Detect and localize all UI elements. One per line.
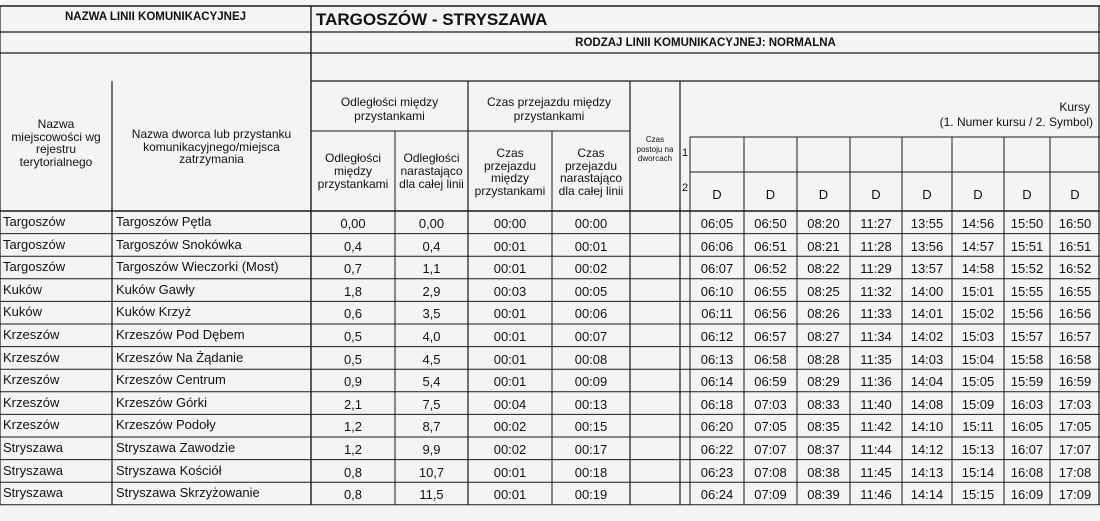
row-time: 00:01: [493, 261, 527, 277]
row-departure: 16:57: [1058, 329, 1092, 344]
row-locality: Kuków: [3, 304, 43, 320]
row-distance-cumulative: 7,5: [422, 396, 441, 412]
col-header-times: przystankami: [513, 109, 585, 123]
row-distance: 1,2: [343, 419, 363, 435]
course-number-marker: 1: [682, 147, 689, 159]
row-departure: 15:52: [1010, 261, 1044, 277]
row-departure: 11:45: [860, 464, 892, 480]
row-departure: 15:13: [961, 442, 995, 457]
row-distance-cumulative: 4,5: [422, 351, 441, 367]
row-departure: 08:33: [807, 396, 840, 412]
col-header-stop: komunikacyjnego/miejsca: [143, 139, 280, 154]
col-header-times: Czas przejazdu między: [486, 95, 612, 109]
row-locality: Stryszawa: [3, 462, 63, 478]
row-locality: Krzeszów: [3, 417, 60, 433]
col-header-stop-time: postoju na: [636, 144, 674, 154]
row-stop-name: Krzeszów Centrum: [116, 372, 226, 388]
row-stop-name: Krzeszów Górki: [116, 394, 208, 410]
row-departure: 17:07: [1058, 442, 1092, 457]
row-departure: 06:13: [700, 351, 734, 367]
row-distance: 0,5: [343, 329, 363, 344]
row-time-cumulative: 00:00: [574, 216, 608, 231]
col-header-stop-time: dworcach: [637, 154, 673, 163]
row-distance-cumulative: 0,00: [418, 216, 445, 231]
col-header-time-between: przejazdu: [483, 158, 537, 173]
row-departure: 06:59: [754, 374, 787, 390]
row-distance-cumulative: 4,0: [422, 329, 441, 344]
row-departure: 15:01: [961, 283, 995, 299]
row-departure: 14:14: [910, 487, 944, 503]
row-departure: 11:35: [860, 351, 892, 367]
row-distance: 0,5: [343, 351, 363, 367]
row-time-cumulative: 00:15: [574, 419, 608, 435]
row-departure: 11:32: [860, 283, 892, 299]
row-departure: 14:02: [910, 329, 944, 344]
col-header-locality: miejscowości wg: [11, 129, 101, 144]
row-departure: 08:35: [807, 419, 840, 435]
row-time-cumulative: 00:19: [574, 487, 608, 503]
row-time-cumulative: 00:02: [574, 261, 608, 277]
course-symbol: D: [712, 187, 722, 202]
row-locality: Krzeszów: [3, 394, 60, 410]
row-time-cumulative: 00:18: [574, 464, 608, 480]
col-header-dist-cumulative: narastająco: [400, 164, 463, 178]
col-header-time-cumulative: dla całej linii: [558, 183, 624, 198]
row-distance-cumulative: 10,7: [418, 464, 445, 480]
row-departure: 08:20: [807, 216, 840, 231]
row-distance: 0,00: [340, 216, 366, 231]
courses-title: Kursy: [1059, 100, 1090, 114]
row-departure: 14:57: [961, 238, 995, 254]
row-departure: 06:56: [754, 306, 787, 322]
row-departure: 14:00: [910, 283, 944, 299]
row-departure: 06:55: [754, 283, 787, 299]
row-distance: 2,1: [343, 396, 363, 412]
col-header-dist-between: między: [333, 164, 372, 178]
row-stop-name: Kuków Krzyż: [116, 304, 192, 320]
row-departure: 16:50: [1058, 216, 1092, 231]
row-departure: 15:15: [961, 487, 995, 503]
row-departure: 15:50: [1010, 216, 1044, 231]
row-departure: 08:39: [807, 487, 840, 503]
row-departure: 07:03: [754, 396, 787, 412]
row-departure: 06:24: [700, 487, 734, 503]
row-time-cumulative: 00:13: [574, 396, 608, 412]
row-departure: 11:46: [860, 487, 892, 503]
row-departure: 15:09: [961, 396, 995, 412]
row-departure: 13:56: [910, 238, 944, 254]
row-distance-cumulative: 9,9: [422, 442, 441, 457]
row-departure: 15:55: [1010, 283, 1044, 299]
row-distance-cumulative: 1,1: [422, 261, 441, 277]
row-departure: 15:02: [961, 306, 995, 322]
row-time: 00:04: [493, 396, 527, 412]
row-distance-cumulative: 11,5: [419, 487, 444, 503]
col-header-time-cumulative: narastająco: [559, 171, 623, 185]
row-departure: 08:29: [807, 374, 840, 390]
row-departure: 06:10: [700, 283, 734, 299]
row-locality: Krzeszów: [3, 327, 60, 342]
row-time-cumulative: 00:09: [574, 374, 608, 390]
row-departure: 08:25: [807, 283, 840, 299]
row-distance: 0,6: [343, 306, 363, 322]
row-departure: 16:07: [1010, 442, 1044, 457]
row-stop-name: Targoszów Wieczorki (Most): [116, 259, 279, 275]
row-departure: 11:36: [860, 374, 892, 390]
col-header-dist-between: Odległości: [324, 151, 382, 165]
row-departure: 13:57: [910, 261, 944, 277]
row-stop-name: Targoszów Pętla: [116, 214, 212, 229]
col-header-time-between: przystankami: [474, 183, 546, 198]
row-departure: 08:22: [807, 261, 840, 277]
course-symbol: D: [765, 187, 776, 202]
row-departure: 16:03: [1010, 396, 1044, 412]
row-departure: 14:01: [910, 306, 944, 322]
row-departure: 06:07: [700, 261, 734, 277]
row-stop-name: Stryszawa Skrzyżowanie: [116, 485, 260, 501]
row-departure: 06:18: [700, 396, 734, 412]
row-departure: 16:55: [1058, 283, 1092, 299]
row-departure: 06:20: [700, 419, 734, 435]
row-departure: 08:38: [807, 464, 840, 480]
row-departure: 14:03: [910, 351, 944, 367]
row-time-cumulative: 00:07: [574, 329, 608, 344]
row-departure: 14:13: [910, 464, 944, 480]
row-departure: 08:26: [807, 306, 840, 322]
row-time-cumulative: 00:08: [574, 351, 608, 367]
row-departure: 15:14: [961, 464, 995, 480]
row-distance: 0,4: [343, 238, 363, 254]
row-departure: 06:52: [754, 261, 787, 277]
row-distance-cumulative: 3,5: [422, 306, 441, 322]
row-time-cumulative: 00:05: [574, 283, 608, 299]
row-departure: 06:23: [700, 464, 734, 480]
row-departure: 06:57: [754, 329, 787, 344]
row-time: 00:01: [493, 238, 527, 254]
row-time: 00:02: [493, 442, 527, 457]
row-stop-name: Kuków Gawły: [116, 281, 195, 297]
row-time: 00:01: [493, 329, 527, 344]
row-departure: 16:05: [1010, 419, 1044, 435]
col-header-stop: Nazwa dworca lub przystanku: [131, 127, 292, 141]
row-departure: 15:11: [962, 419, 994, 435]
row-departure: 11:42: [860, 419, 892, 435]
row-locality: Krzeszów: [3, 349, 60, 365]
row-departure: 06:51: [754, 238, 787, 254]
row-departure: 07:07: [754, 442, 787, 457]
row-departure: 16:52: [1058, 261, 1092, 277]
course-symbol: D: [1070, 187, 1080, 202]
row-departure: 06:11: [701, 306, 733, 322]
row-time-cumulative: 00:06: [574, 306, 608, 322]
row-departure: 07:05: [754, 419, 787, 435]
col-header-time-cumulative: Czas: [577, 146, 605, 160]
row-distance-cumulative: 5,4: [422, 374, 441, 390]
row-departure: 15:59: [1010, 374, 1044, 390]
row-departure: 06:06: [700, 238, 734, 254]
row-departure: 16:58: [1058, 351, 1092, 367]
row-time: 00:00: [493, 216, 527, 231]
row-time: 00:03: [493, 283, 527, 299]
row-departure: 15:58: [1010, 351, 1044, 367]
row-time: 00:01: [493, 464, 527, 480]
course-symbol: D: [871, 187, 881, 202]
row-distance-cumulative: 0,4: [422, 238, 441, 254]
row-stop-name: Krzeszów Na Żądanie: [116, 349, 244, 365]
row-departure: 17:03: [1058, 396, 1092, 412]
row-distance-cumulative: 8,7: [422, 419, 441, 435]
col-header-locality: Nazwa: [37, 117, 75, 131]
row-stop-name: Krzeszów Podoły: [116, 417, 216, 433]
row-stop-name: Targoszów Snokówka: [116, 236, 242, 252]
row-departure: 06:50: [754, 216, 787, 231]
row-distance-cumulative: 2,9: [422, 283, 441, 299]
row-departure: 11:34: [860, 329, 892, 344]
row-departure: 06:12: [700, 329, 734, 344]
row-stop-name: Stryszawa Kościół: [116, 462, 222, 478]
row-departure: 14:58: [961, 261, 995, 277]
col-header-distances: Odległości między: [340, 95, 439, 109]
col-header-dist-cumulative: dla całej linii: [399, 177, 464, 191]
row-departure: 11:29: [860, 261, 892, 277]
row-departure: 07:08: [754, 464, 787, 480]
row-departure: 17:08: [1058, 464, 1092, 480]
row-departure: 06:58: [754, 351, 787, 367]
row-time-cumulative: 00:17: [574, 442, 608, 457]
col-header-time-between: Czas: [496, 146, 524, 160]
row-locality: Kuków: [3, 281, 43, 297]
col-header-dist-cumulative: Odległości: [403, 151, 460, 165]
line-name-label: NAZWA LINII KOMUNIKACYJNEJ: [64, 11, 247, 23]
row-time: 00:01: [493, 351, 527, 367]
col-header-locality: terytorialnego: [19, 154, 93, 169]
col-header-time-between: między: [490, 171, 529, 185]
row-departure: 06:22: [700, 442, 734, 457]
row-departure: 16:08: [1010, 464, 1044, 480]
row-time: 00:01: [493, 487, 527, 503]
row-departure: 14:04: [910, 374, 944, 390]
row-departure: 15:56: [1010, 306, 1044, 322]
course-symbol-marker: 2: [682, 182, 689, 194]
row-locality: Krzeszów: [3, 372, 60, 388]
course-symbol: D: [1022, 187, 1032, 202]
course-symbol: D: [973, 187, 983, 202]
row-departure: 07:09: [754, 487, 787, 503]
row-locality: Stryszawa: [3, 485, 63, 501]
row-locality: Targoszów: [3, 236, 66, 252]
row-departure: 15:03: [961, 329, 995, 344]
row-time: 00:01: [493, 374, 527, 390]
row-time-cumulative: 00:01: [574, 238, 608, 254]
row-distance: 0,8: [343, 464, 363, 480]
col-header-distances: przystankami: [354, 109, 425, 123]
row-departure: 15:05: [961, 374, 995, 390]
row-departure: 15:51: [1010, 238, 1044, 254]
row-time: 00:01: [493, 306, 527, 322]
row-distance: 1,8: [343, 283, 363, 299]
courses-subtitle: (1. Numer kursu / 2. Symbol): [939, 115, 1093, 129]
row-departure: 16:51: [1058, 238, 1092, 254]
col-header-locality: rejestru: [35, 142, 76, 156]
row-departure: 11:33: [860, 306, 892, 322]
row-departure: 14:08: [910, 396, 944, 412]
row-departure: 14:10: [910, 419, 944, 435]
course-symbol: D: [922, 187, 932, 202]
row-departure: 08:37: [807, 442, 840, 457]
row-locality: Stryszawa: [3, 440, 63, 455]
row-departure: 16:59: [1058, 374, 1092, 390]
col-header-dist-between: przystankami: [317, 177, 389, 191]
row-time: 00:02: [493, 419, 527, 435]
row-departure: 16:09: [1010, 487, 1044, 503]
col-header-stop-time: Czas: [645, 135, 665, 144]
row-departure: 08:28: [807, 351, 840, 367]
line-name-title: TARGOSZÓW - STRYSZAWA: [316, 10, 548, 29]
row-departure: 13:55: [910, 216, 944, 231]
col-header-time-cumulative: przejazdu: [564, 158, 618, 173]
col-header-stop: zatrzymania: [179, 152, 244, 166]
row-departure: 14:12: [910, 442, 944, 457]
line-type: RODZAJ LINII KOMUNIKACYJNEJ: NORMALNA: [575, 37, 836, 49]
row-departure: 17:05: [1058, 419, 1092, 435]
row-stop-name: Stryszawa Zawodzie: [116, 440, 236, 455]
row-departure: 06:14: [700, 374, 734, 390]
row-departure: 16:56: [1058, 306, 1092, 322]
row-departure: 15:04: [961, 351, 995, 367]
row-locality: Targoszów: [3, 259, 66, 275]
row-departure: 08:21: [807, 238, 840, 254]
row-stop-name: Krzeszów Pod Dębem: [116, 327, 245, 342]
row-departure: 11:28: [860, 238, 892, 254]
row-locality: Targoszów: [3, 214, 66, 229]
row-distance: 0,7: [343, 261, 363, 277]
row-departure: 11:27: [860, 216, 892, 231]
row-distance: 0,9: [343, 374, 363, 390]
row-departure: 08:27: [807, 329, 840, 344]
row-departure: 15:57: [1010, 329, 1044, 344]
row-distance: 0,8: [343, 487, 363, 503]
row-departure: 11:40: [860, 396, 892, 412]
row-departure: 11:44: [860, 442, 892, 457]
row-departure: 06:05: [700, 216, 734, 231]
row-departure: 17:09: [1058, 487, 1092, 503]
row-distance: 1,2: [343, 442, 363, 457]
row-departure: 14:56: [961, 216, 995, 231]
course-symbol: D: [818, 187, 829, 202]
